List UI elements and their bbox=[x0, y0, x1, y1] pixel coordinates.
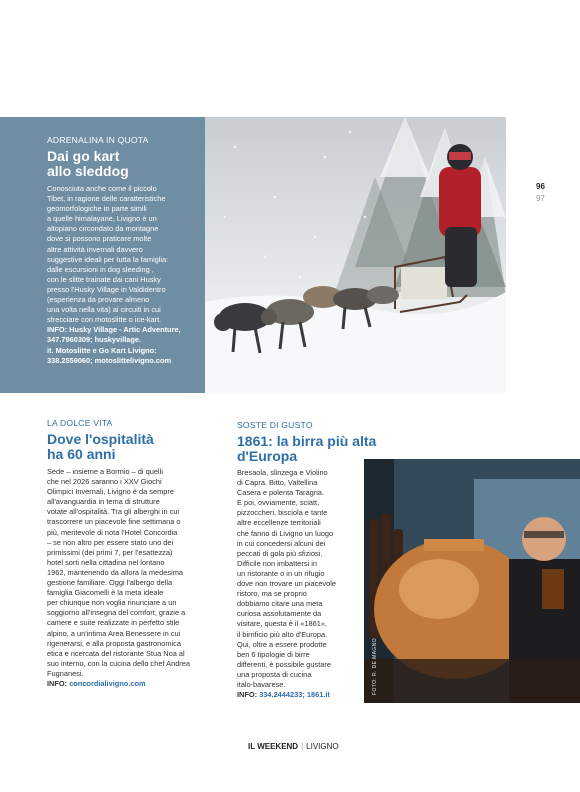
info-label: INFO: bbox=[237, 690, 258, 700]
feature-body-line: altre attività invernali davvero bbox=[47, 244, 143, 254]
article-hotel-line: più, meritevole di nota l'Hotel Concordia bbox=[47, 527, 178, 537]
article-hotel-line: primissimi (dei primi 7, per l'esattezza) bbox=[47, 547, 173, 557]
feature-body bbox=[47, 184, 193, 325]
feature-title-line: allo sleddog bbox=[47, 163, 129, 179]
article-hotel-line: per chiunque non voglia rinunciare a un bbox=[47, 598, 177, 608]
article-hotel-title-line: Dove l'ospitalità bbox=[47, 431, 154, 447]
feature-info-line: 347.7960309; huskyvillage. bbox=[47, 335, 142, 345]
article-brewery-line: curiosa assolutamente da bbox=[237, 609, 322, 619]
article-brewery-line: dove non trovare un piacevole bbox=[237, 579, 337, 589]
sled-dog-illustration bbox=[205, 117, 506, 393]
footer-separator: | bbox=[301, 742, 304, 751]
article-hotel-line: – se non altro per essere stato uno dei bbox=[47, 537, 174, 547]
feature-body-line: altopiano circondato da montagne bbox=[47, 224, 159, 234]
article-brewery-line: dobbiamo citare una meta bbox=[237, 599, 323, 609]
feature-kicker: ADRENALINA IN QUOTA bbox=[47, 135, 149, 145]
feature-body-line: Tibet, in ragione delle caratteristiche bbox=[47, 194, 166, 204]
article-brewery-line: Difficile non imbattersi in bbox=[237, 558, 317, 568]
feature-body-line: geomorfologiche in parte simili bbox=[47, 204, 147, 214]
article-hotel-title bbox=[47, 432, 223, 462]
feature-box bbox=[0, 117, 205, 393]
feature-body-line: sfrecciare con motoslitte o ice-kart. bbox=[47, 315, 162, 325]
feature-body-line: dalle escursioni in dog sleeding , bbox=[47, 264, 154, 274]
page-footer bbox=[248, 742, 339, 751]
hotel-website-link[interactable]: concordialivigno.com bbox=[69, 678, 146, 688]
article-brewery-line: ben 6 tipologie di birre bbox=[237, 649, 310, 659]
magazine-name: IL WEEKEND bbox=[248, 742, 299, 751]
article-brewery-line: altre eccellenze territoriali bbox=[237, 518, 321, 528]
article-hotel-title-line: ha 60 anni bbox=[47, 446, 116, 462]
brewery-contact-link[interactable]: 334.2444233; 1861.it bbox=[259, 690, 330, 700]
article-hotel-line: famiglia Giacomelli è la meta ideale bbox=[47, 588, 164, 598]
feature-body-line: presso l'Husky Village in Valdidentro bbox=[47, 284, 166, 294]
article-hotel-line: che nel 2026 saranno i XXV Giochi bbox=[47, 477, 162, 487]
article-hotel-line: rigenerarsi, e alla proposta gastronomica bbox=[47, 638, 181, 648]
article-hotel-line: Olimpici Invernali, Livigno è da sempre bbox=[47, 487, 174, 497]
article-hotel-body bbox=[47, 467, 223, 679]
article-hotel-line: hotel sorti nella cittadina nel lontano bbox=[47, 557, 165, 567]
feature-info-line: 338.2559060; motoslittelivigno.com bbox=[47, 355, 172, 365]
article-brewery-kicker: SOSTE DI GUSTO bbox=[237, 420, 313, 430]
article-hotel-line: gestione familiare. Oggi l'albergo della bbox=[47, 578, 173, 588]
article-hotel-line: votate all'ospitalità. Tra gli alberghi in cui bbox=[47, 507, 180, 517]
article-hotel-line: soggiorno all'insegna del comfort, grazie a bbox=[47, 608, 186, 618]
article-brewery-line: il birrificio più alto d'Europa. bbox=[237, 629, 328, 639]
sled-dog-photo bbox=[205, 117, 506, 393]
article-hotel-line: all'avanguardia in tema di strutture bbox=[47, 497, 160, 507]
feature-info-line: it. Motoslitte e Go Kart Livigno: bbox=[47, 345, 157, 355]
article-brewery-line: visitare, questa è il «1861», bbox=[237, 619, 327, 629]
article-hotel-line: Sede – insieme a Bormio – di quelli bbox=[47, 467, 163, 476]
article-brewery-body bbox=[237, 468, 359, 690]
article-hotel-line: Fugnanesi. bbox=[47, 668, 84, 678]
photo-credit: FOTO: R. DE MAGNO bbox=[372, 638, 378, 695]
article-brewery-line: Bresaola, slinzega e Violino bbox=[237, 468, 328, 477]
feature-body-line: una volta nella vita) ai circuiti in cui bbox=[47, 305, 161, 315]
article-brewery-line: italo-bavarese. bbox=[237, 679, 286, 689]
article-brewery-line: in cui concedersi alcuni dei bbox=[237, 538, 326, 548]
brewery-photo bbox=[364, 459, 580, 703]
page-number-right: 97 bbox=[536, 194, 545, 203]
article-brewery-line: un ristorante o in un rifugio bbox=[237, 568, 325, 578]
feature-body-line: dove si possono praticare molte bbox=[47, 234, 152, 244]
article-hotel-line: camere e suite realizzate in perfetto stile bbox=[47, 618, 180, 628]
article-brewery-line: una proposta di cucina bbox=[237, 669, 312, 679]
article-brewery-line: pizzoccheri, bisciola e tante bbox=[237, 508, 328, 518]
article-brewery-line: che fanno di Livigno un luogo bbox=[237, 528, 334, 538]
article-brewery-line: E poi, ovviamente, sciatt, bbox=[237, 498, 320, 508]
article-brewery-line: ristoro, ma se proprio bbox=[237, 589, 307, 599]
article-hotel-line: etica e ricercata del ristorante Stua Noa al bbox=[47, 648, 185, 658]
feature-title bbox=[47, 149, 193, 179]
section-name: LIVIGNO bbox=[306, 742, 339, 751]
feature-body-line: (esperienza da provare almeno bbox=[47, 295, 150, 305]
feature-title-line: Dai go kart bbox=[47, 148, 120, 164]
article-hotel-kicker: LA DOLCE VITA bbox=[47, 418, 113, 428]
feature-body-line: suggestive ideali per tutta la famiglia: bbox=[47, 254, 169, 264]
article-brewery-line: differenti, è possibile gustare bbox=[237, 659, 331, 669]
article-brewery-line: Casera e polenta Taragna. bbox=[237, 488, 324, 498]
info-label: INFO: bbox=[47, 678, 68, 688]
article-brewery-line: peccati di gola più sfiziosi. bbox=[237, 548, 323, 558]
feature-info bbox=[47, 325, 193, 365]
feature-info-line: INFO: Husky Village - Artic Adventure, bbox=[47, 325, 181, 335]
feature-body-line: a quelle himalayane, Livigno è un bbox=[47, 214, 157, 224]
article-brewery-line: Qui, oltre a essere prodotte bbox=[237, 639, 327, 649]
page-number-left: 96 bbox=[536, 182, 545, 191]
article-hotel-line: 1962, mantenendo da allora la medesima bbox=[47, 567, 183, 577]
article-hotel-line: alpino, a un'intima Area Benessere in cui bbox=[47, 628, 181, 638]
article-hotel-info bbox=[47, 679, 223, 689]
article-hotel-line: suo interno, con la cucina dello chef Andrea bbox=[47, 658, 190, 668]
article-brewery-title: 1861: la birra più alta d'Europa bbox=[237, 433, 377, 464]
article-brewery-line: di Capra. Bitto, Valtellina bbox=[237, 478, 318, 488]
brewery-illustration bbox=[364, 459, 580, 703]
article-hotel-line: trascorrere un piacevole fine settimana o bbox=[47, 517, 181, 527]
feature-body-line: Conosciuta anche come il piccolo bbox=[47, 184, 157, 193]
article-hotel bbox=[47, 418, 223, 689]
feature-body-line: con le slitte trainate dai cani Husky bbox=[47, 274, 161, 284]
